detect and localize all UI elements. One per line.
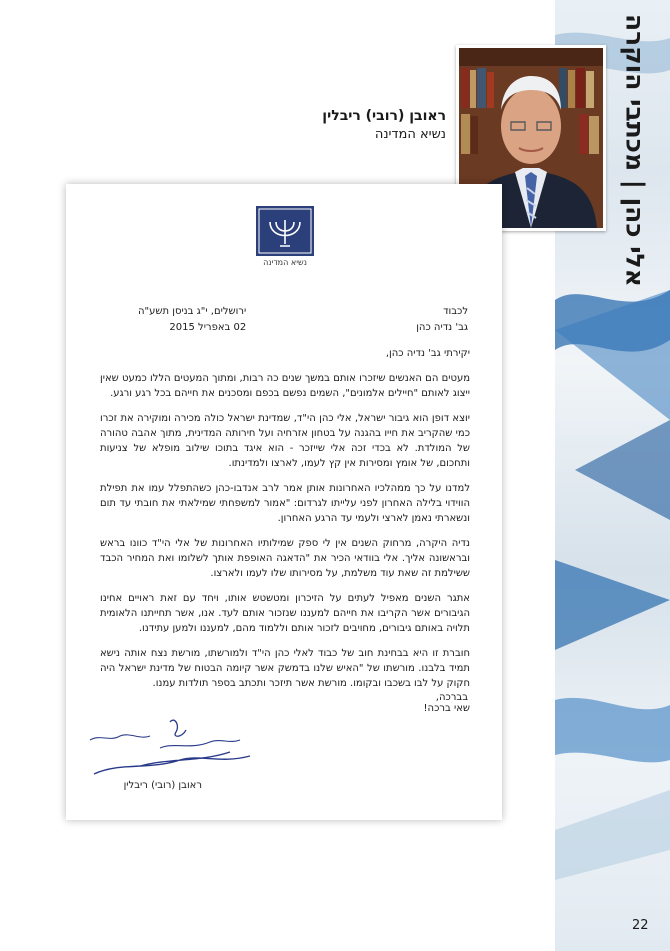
signatory-name: ראובן (רובי) ריבלין (322, 108, 446, 124)
date-line: ירושלים, י"ג בניסן תשע"ה (138, 306, 247, 317)
letter-paragraph: יוצא דופן הוא גיבור ישראל, אלי כהן הי"ד, שמדינת ישראל כולה מכירה ומוקירה את זכרו כמי שהקריב את חייו בהגנה על בטחון אזרחיה ועל חירותה המדינית, מתוך אהבה טהורה של המולדת. לא בכדי זכה אלי שייזכר - הוא איגד בתוכו שילוב מופלא של צניעות ותחכום, של אומץ ומסירות אין קץ לעמו, לארצו ולמדינתו. (100, 413, 470, 469)
recipient-line: לכבוד (443, 306, 468, 317)
letter-body (100, 346, 470, 726)
salutation: יקירתי גב' נדיה כהן, (385, 348, 470, 359)
recipient-block (416, 304, 468, 336)
menorah-emblem-icon (256, 206, 314, 256)
letter-paragraph: אתגר השנים מאפיל לעתים על הזיכרון ומטשטש אותו, ויחד עם זאת ראויים אחינו הגיבורים אשר הקריבו את חייהם למעננו שנזכור אותם לעד. אנו, אשר תחייתנו הלאומית תלויה באותם גיבורים, מחויבים לזכור אותם וללמוד מהם, למעננו ולמען עתידנו. (100, 593, 470, 634)
letter-paragraph: שאי ברכה! (423, 703, 470, 714)
recipient-line: גב' נדיה כהן (416, 322, 468, 333)
letter-paragraph: חוברת זו היא בבחינת חוב של כבוד לאלי כהן הי"ד ולמורשתו, מורשת נצח אותה נישא תמיד בלבנו. מורשתו של "האיש שלנו בדמשק אשר קיומה הבטוח של מדינת ישראל היה חקוק על לבו בשכבו ובקומו. מורשת אשר תיזכר ותכתב בספר תולדות עמנו. (100, 648, 470, 689)
emblem-caption: נשיא המדינה (263, 258, 307, 267)
letter-paragraph: מעטים הם האנשים שיזכרו אותם במשך שנים כה רבות, ומתוך המעטים הללו כמעט שאין ייצוג לאותם "חיילים אלמונים", השמים נפשם בכפם ומסכנים את חייהם בכל רגע ורגע. (100, 373, 470, 399)
letter-paragraph: למדנו על כך ממהלכיו האחרונות אותן אמר לרב אנדבו-כהן כשהתפלל עמו את תפילת הווידוי בלילה האחרון לפני עלייתו לגרדום: "אמור למשפחתי שמילאתי את חובתי עד תום ונשארתי נאמן לארצי ולעמי עד הרגע האחרון. (100, 483, 470, 524)
letter-sheet (66, 184, 502, 820)
page-number: 22 (632, 918, 649, 933)
date-line: 02 באפריל 2015 (169, 322, 247, 333)
signer-name: ראובן (רובי) ריבלין (123, 780, 202, 791)
letter-paragraph: נדיה היקרה, מרחוק השנים אין לי ספק שמילותיו האחרונות של אלי הי"ד כוונו בראש ובראשונה אליך. אלי בוודאי הכיר את "הדאגה האופפת אותך לשלומו ואת המחיר הכבד ששילמת זה שאת עוד משלמת, על מסירותו שלו לעמו ולארצו. (100, 538, 470, 579)
signatory-heading (322, 108, 446, 142)
section-title-text: אלי כהן | מכתבי הוקרה (620, 13, 650, 287)
date-block (138, 304, 246, 336)
section-title (610, 13, 660, 287)
handwritten-signature-icon (80, 712, 260, 782)
letter-closing: בברכה, (435, 692, 468, 703)
signatory-role: נשיא המדינה (374, 127, 446, 142)
